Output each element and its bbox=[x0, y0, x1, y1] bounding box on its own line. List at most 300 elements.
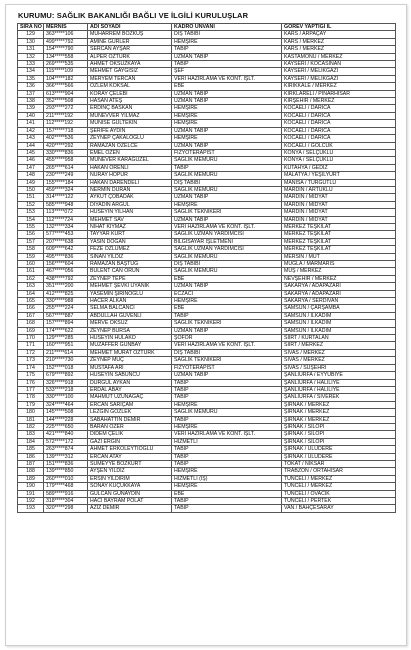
cell-gorev-yaptigi-il: KOCAELİ / DARICA bbox=[282, 120, 396, 127]
cell-adi-soyadi: MAHMUT UZUNAĞAÇ bbox=[88, 394, 172, 401]
table-row bbox=[18, 498, 396, 505]
table-row bbox=[18, 194, 396, 201]
cell-kadro-unvani: DİŞ TABİBİ bbox=[172, 179, 282, 186]
column-header-sira-no: SIRA NO bbox=[18, 24, 44, 31]
cell-adi-soyadi: ZEYNEP BURSA bbox=[88, 327, 172, 334]
cell-adi-soyadi: HÜSEYİN HÜLAKO bbox=[88, 335, 172, 342]
cell-sira-no: 135 bbox=[18, 75, 44, 82]
cell-mernis: 139*****312 bbox=[44, 453, 88, 460]
cell-gorev-yaptigi-il: MALATYA / YEŞİLYURT bbox=[282, 172, 396, 179]
cell-mernis: 156*****604 bbox=[44, 261, 88, 268]
cell-sira-no: 166 bbox=[18, 305, 44, 312]
cell-kadro-unvani: HİZMETLİ (İŞ) bbox=[172, 475, 282, 482]
cell-sira-no: 188 bbox=[18, 468, 44, 475]
cell-sira-no: 185 bbox=[18, 446, 44, 453]
table-header-row bbox=[18, 24, 396, 31]
cell-adi-soyadi: ERCAN SARIÇAM bbox=[88, 401, 172, 408]
cell-gorev-yaptigi-il: KAYSERİ / MELİKGAZİ bbox=[282, 75, 396, 82]
cell-gorev-yaptigi-il: SAMSUN / ÇARŞAMBA bbox=[282, 305, 396, 312]
cell-sira-no: 184 bbox=[18, 438, 44, 445]
cell-kadro-unvani: SAĞLIK MEMURU bbox=[172, 409, 282, 416]
cell-kadro-unvani: SAĞLIK MEMURU bbox=[172, 186, 282, 193]
table-row bbox=[18, 312, 396, 319]
cell-adi-soyadi: ERSİN YILDIRIM bbox=[88, 475, 172, 482]
cell-sira-no: 161 bbox=[18, 268, 44, 275]
cell-sira-no: 154 bbox=[18, 216, 44, 223]
cell-adi-soyadi: SONAY KUÇUKKAYA bbox=[88, 483, 172, 490]
cell-sira-no: 181 bbox=[18, 416, 44, 423]
cell-mernis: 139*****850 bbox=[44, 468, 88, 475]
cell-gorev-yaptigi-il: ŞANLIURFA / HALİLİYE bbox=[282, 379, 396, 386]
cell-adi-soyadi: AYŞEN YILDIZ bbox=[88, 468, 172, 475]
cell-kadro-unvani: SAĞLIK UZMAN YARDIMCISI bbox=[172, 246, 282, 253]
table-row bbox=[18, 75, 396, 82]
table-row bbox=[18, 53, 396, 60]
table-row bbox=[18, 261, 396, 268]
cell-gorev-yaptigi-il: SAKARYA / ADAPAZARI bbox=[282, 283, 396, 290]
cell-adi-soyadi: HÜSEYİN YILHAN bbox=[88, 209, 172, 216]
cell-kadro-unvani: SAĞLIK TEKNİKERİ bbox=[172, 320, 282, 327]
cell-adi-soyadi: MÜNEVER KARAGÜZEL bbox=[88, 157, 172, 164]
cell-mernis: 366*****566 bbox=[44, 83, 88, 90]
cell-kadro-unvani: UZMAN TABİP bbox=[172, 283, 282, 290]
table-row bbox=[18, 401, 396, 408]
cell-gorev-yaptigi-il: MERKEZ TEŞKİLAT bbox=[282, 223, 396, 230]
cell-kadro-unvani: DİŞ TABİBİ bbox=[172, 31, 282, 38]
cell-mernis: 495*****836 bbox=[44, 253, 88, 260]
cell-adi-soyadi: RAMAZAN BAŞTUĞ bbox=[88, 261, 172, 268]
column-header-mernis: MERNİS bbox=[44, 24, 88, 31]
cell-adi-soyadi: NİHAT KIYMAZ bbox=[88, 223, 172, 230]
cell-adi-soyadi: AYKUT ÇOBADAK bbox=[88, 194, 172, 201]
cell-adi-soyadi: ZEYNEP TEPE bbox=[88, 275, 172, 282]
cell-kadro-unvani: SAĞLIK MEMURU bbox=[172, 253, 282, 260]
cell-gorev-yaptigi-il: TUNCELİ / PERTEK bbox=[282, 498, 396, 505]
cell-adi-soyadi: EMEL ÖZEN bbox=[88, 149, 172, 156]
cell-sira-no: 150 bbox=[18, 186, 44, 193]
personnel-table bbox=[17, 23, 396, 513]
cell-gorev-yaptigi-il: ŞIRNAK / MERKEZ bbox=[282, 409, 396, 416]
cell-sira-no: 143 bbox=[18, 135, 44, 142]
cell-gorev-yaptigi-il: MARDİN / MİDYAT bbox=[282, 194, 396, 201]
cell-mernis: 330*****988 bbox=[44, 298, 88, 305]
cell-adi-soyadi: ALPER ÖZTÜRK bbox=[88, 53, 172, 60]
table-row bbox=[18, 357, 396, 364]
cell-gorev-yaptigi-il: MARDİN / MİDYAT bbox=[282, 216, 396, 223]
cell-adi-soyadi: MÜNEVVER YILMAZ bbox=[88, 112, 172, 119]
table-row bbox=[18, 90, 396, 97]
cell-kadro-unvani: FİZYOTERAPİST bbox=[172, 149, 282, 156]
cell-sira-no: 173 bbox=[18, 357, 44, 364]
cell-gorev-yaptigi-il: MERKEZ TEŞKİLAT bbox=[282, 246, 396, 253]
cell-adi-soyadi: AMİNE GÜRLER bbox=[88, 38, 172, 45]
cell-adi-soyadi: MERYEM TERCAN bbox=[88, 75, 172, 82]
table-row bbox=[18, 135, 396, 142]
cell-gorev-yaptigi-il: KARS / MERKEZ bbox=[282, 38, 396, 45]
cell-mernis: 679*****892 bbox=[44, 372, 88, 379]
cell-kadro-unvani: SAĞLIK MEMURU bbox=[172, 268, 282, 275]
table-row bbox=[18, 298, 396, 305]
table-row bbox=[18, 157, 396, 164]
cell-kadro-unvani: BİLGİSAYAR İŞLETMENİ bbox=[172, 238, 282, 245]
cell-adi-soyadi: HÜSEYİN SABUNCU bbox=[88, 372, 172, 379]
table-row bbox=[18, 283, 396, 290]
cell-sira-no: 187 bbox=[18, 460, 44, 467]
cell-sira-no: 162 bbox=[18, 275, 44, 282]
table-row bbox=[18, 505, 396, 512]
cell-sira-no: 138 bbox=[18, 98, 44, 105]
cell-mernis: 154*****790 bbox=[44, 46, 88, 53]
table-row bbox=[18, 216, 396, 223]
cell-sira-no: 180 bbox=[18, 409, 44, 416]
cell-mernis: 467*****056 bbox=[44, 268, 88, 275]
table-row bbox=[18, 164, 396, 171]
cell-adi-soyadi: DURGÜL AYKAN bbox=[88, 379, 172, 386]
cell-gorev-yaptigi-il: KAYSERİ / MELİKGAZİ bbox=[282, 68, 396, 75]
table-row bbox=[18, 112, 396, 119]
cell-gorev-yaptigi-il: SİİRT / KURTALAN bbox=[282, 335, 396, 342]
cell-adi-soyadi: RAMAZAN ÖZELCE bbox=[88, 142, 172, 149]
cell-adi-soyadi: MEHMET SAV bbox=[88, 216, 172, 223]
cell-sira-no: 158 bbox=[18, 246, 44, 253]
table-row bbox=[18, 431, 396, 438]
cell-gorev-yaptigi-il: ŞIRNAK / MERKEZ bbox=[282, 401, 396, 408]
cell-adi-soyadi: BÜLENT CAN ÖRÜN bbox=[88, 268, 172, 275]
cell-sira-no: 132 bbox=[18, 53, 44, 60]
cell-kadro-unvani: FİZYOTERAPİST bbox=[172, 364, 282, 371]
cell-mernis: 314*****122 bbox=[44, 194, 88, 201]
cell-adi-soyadi: KORAY ÇELEBİ bbox=[88, 90, 172, 97]
cell-mernis: 567*****887 bbox=[44, 312, 88, 319]
cell-sira-no: 172 bbox=[18, 349, 44, 356]
cell-adi-soyadi: SABAHATTİN DEMİR bbox=[88, 416, 172, 423]
cell-mernis: 113*****072 bbox=[44, 209, 88, 216]
cell-adi-soyadi: NERMİN DURAN bbox=[88, 186, 172, 193]
cell-mernis: 112*****192 bbox=[44, 120, 88, 127]
cell-sira-no: 186 bbox=[18, 453, 44, 460]
table-row bbox=[18, 490, 396, 497]
cell-sira-no: 156 bbox=[18, 231, 44, 238]
table-row bbox=[18, 223, 396, 230]
table-row bbox=[18, 209, 396, 216]
cell-sira-no: 193 bbox=[18, 505, 44, 512]
cell-sira-no: 153 bbox=[18, 209, 44, 216]
table-row bbox=[18, 475, 396, 482]
cell-kadro-unvani: TABİP bbox=[172, 61, 282, 68]
cell-kadro-unvani: TABİP bbox=[172, 453, 282, 460]
cell-gorev-yaptigi-il: KOCAELİ / DARICA bbox=[282, 112, 396, 119]
cell-adi-soyadi: GAZİ ERGİN bbox=[88, 438, 172, 445]
cell-adi-soyadi: MUHARREM BOZKUŞ bbox=[88, 31, 172, 38]
table-row bbox=[18, 186, 396, 193]
cell-mernis: 572*****172 bbox=[44, 438, 88, 445]
table-row bbox=[18, 423, 396, 430]
table-row bbox=[18, 409, 396, 416]
cell-kadro-unvani: HEMŞİRE bbox=[172, 112, 282, 119]
cell-mernis: 455*****958 bbox=[44, 157, 88, 164]
cell-adi-soyadi: AHMET ERKOLEYTİOĞLU bbox=[88, 446, 172, 453]
column-header-adi-soyadi: ADI SOYADI bbox=[88, 24, 172, 31]
cell-adi-soyadi: MUZAFFER GÜNBAY bbox=[88, 342, 172, 349]
cell-kadro-unvani: TABİP bbox=[172, 446, 282, 453]
cell-mernis: 609*****642 bbox=[44, 246, 88, 253]
cell-kadro-unvani: TABİP bbox=[172, 498, 282, 505]
cell-adi-soyadi: FEZE ÖZLÜMEZ bbox=[88, 246, 172, 253]
cell-mernis: 412*****825 bbox=[44, 290, 88, 297]
table-row bbox=[18, 275, 396, 282]
cell-gorev-yaptigi-il: ŞIRNAK / MERKEZ bbox=[282, 416, 396, 423]
cell-sira-no: 131 bbox=[18, 46, 44, 53]
table-row bbox=[18, 61, 396, 68]
cell-adi-soyadi: HAKAN DARENDELİ bbox=[88, 179, 172, 186]
table-row bbox=[18, 127, 396, 134]
cell-kadro-unvani: DİŞ TABİBİ bbox=[172, 349, 282, 356]
cell-sira-no: 176 bbox=[18, 379, 44, 386]
cell-gorev-yaptigi-il: KIRŞEHİR / MERKEZ bbox=[282, 98, 396, 105]
cell-mernis: 421*****840 bbox=[44, 431, 88, 438]
cell-mernis: 145*****508 bbox=[44, 409, 88, 416]
cell-kadro-unvani: DİŞ TABİBİ bbox=[172, 261, 282, 268]
cell-adi-soyadi: MÜNİSE GÜLTEKİN bbox=[88, 120, 172, 127]
table-row bbox=[18, 290, 396, 297]
cell-adi-soyadi: HASAN ATEŞ bbox=[88, 98, 172, 105]
cell-kadro-unvani: VERİ HAZIRLAMA VE KONT. İŞLT. bbox=[172, 431, 282, 438]
cell-sira-no: 159 bbox=[18, 253, 44, 260]
cell-mernis: 260*****010 bbox=[44, 475, 88, 482]
cell-sira-no: 157 bbox=[18, 238, 44, 245]
cell-gorev-yaptigi-il: NEVŞEHİR / MERKEZ bbox=[282, 275, 396, 282]
cell-gorev-yaptigi-il: TUNCELİ / MERKEZ bbox=[282, 483, 396, 490]
table-row bbox=[18, 246, 396, 253]
cell-sira-no: 136 bbox=[18, 83, 44, 90]
cell-adi-soyadi: ERCAN ATAY bbox=[88, 453, 172, 460]
cell-gorev-yaptigi-il: ŞIRNAK / SİLOPİ bbox=[282, 423, 396, 430]
cell-sira-no: 177 bbox=[18, 386, 44, 393]
cell-gorev-yaptigi-il: KAYSERİ / KOCASİNAN bbox=[282, 61, 396, 68]
cell-adi-soyadi: HACI BAYRAM POLAT bbox=[88, 498, 172, 505]
table-row bbox=[18, 98, 396, 105]
table-row bbox=[18, 335, 396, 342]
cell-mernis: 179*****468 bbox=[44, 483, 88, 490]
table-row bbox=[18, 468, 396, 475]
cell-mernis: 134*****558 bbox=[44, 53, 88, 60]
cell-gorev-yaptigi-il: ŞIRNAK / SİLOPİ bbox=[282, 431, 396, 438]
cell-kadro-unvani: HEMŞİRE bbox=[172, 120, 282, 127]
cell-sira-no: 174 bbox=[18, 364, 44, 371]
cell-gorev-yaptigi-il: MARDİN / MİDYAT bbox=[282, 209, 396, 216]
table-row bbox=[18, 238, 396, 245]
cell-mernis: 230*****249 bbox=[44, 172, 88, 179]
cell-sira-no: 144 bbox=[18, 142, 44, 149]
cell-mernis: 326*****918 bbox=[44, 379, 88, 386]
table-row bbox=[18, 179, 396, 186]
cell-adi-soyadi: YASİN DOĞAN bbox=[88, 238, 172, 245]
cell-kadro-unvani: UZMAN TABİP bbox=[172, 53, 282, 60]
table-row bbox=[18, 364, 396, 371]
table-row bbox=[18, 386, 396, 393]
cell-mernis: 585*****948 bbox=[44, 201, 88, 208]
cell-mernis: 144*****228 bbox=[44, 416, 88, 423]
cell-adi-soyadi: DİYADİN ARGÜL bbox=[88, 201, 172, 208]
cell-gorev-yaptigi-il: KASTAMONU / MERKEZ bbox=[282, 53, 396, 60]
cell-sira-no: 192 bbox=[18, 498, 44, 505]
cell-sira-no: 179 bbox=[18, 401, 44, 408]
cell-mernis: 255*****224 bbox=[44, 305, 88, 312]
cell-kadro-unvani: VERİ HAZIRLAMA VE KONT. İŞLT. bbox=[172, 223, 282, 230]
cell-gorev-yaptigi-il: MERKEZ TEŞKİLAT bbox=[282, 238, 396, 245]
cell-gorev-yaptigi-il: KONYA / SELÇUKLU bbox=[282, 157, 396, 164]
table-row bbox=[18, 120, 396, 127]
cell-gorev-yaptigi-il: TRABZON / ORTAHİSAR bbox=[282, 468, 396, 475]
table-row bbox=[18, 231, 396, 238]
cell-sira-no: 168 bbox=[18, 320, 44, 327]
cell-kadro-unvani: TABİP bbox=[172, 312, 282, 319]
cell-sira-no: 139 bbox=[18, 105, 44, 112]
cell-kadro-unvani: HEMŞİRE bbox=[172, 201, 282, 208]
cell-gorev-yaptigi-il: SAMSUN / İLKADIM bbox=[282, 327, 396, 334]
table-row bbox=[18, 394, 396, 401]
table-row bbox=[18, 372, 396, 379]
table-row bbox=[18, 320, 396, 327]
table-row bbox=[18, 446, 396, 453]
cell-sira-no: 191 bbox=[18, 490, 44, 497]
cell-sira-no: 140 bbox=[18, 112, 44, 119]
cell-mernis: 613*****904 bbox=[44, 90, 88, 97]
table-row bbox=[18, 253, 396, 260]
cell-gorev-yaptigi-il: ŞIRNAK / SİLOPİ bbox=[282, 438, 396, 445]
cell-sira-no: 142 bbox=[18, 127, 44, 134]
table-row bbox=[18, 46, 396, 53]
cell-mernis: 265*****614 bbox=[44, 164, 88, 171]
cell-kadro-unvani: TABİP bbox=[172, 386, 282, 393]
cell-gorev-yaptigi-il: MERKEZ TEŞKİLAT bbox=[282, 231, 396, 238]
table-row bbox=[18, 172, 396, 179]
cell-mernis: 293*****272 bbox=[44, 105, 88, 112]
cell-sira-no: 129 bbox=[18, 31, 44, 38]
cell-kadro-unvani: HEMŞİRE bbox=[172, 105, 282, 112]
cell-gorev-yaptigi-il: TUNCELİ / MERKEZ bbox=[282, 475, 396, 482]
cell-sira-no: 149 bbox=[18, 179, 44, 186]
cell-kadro-unvani: TABİP bbox=[172, 46, 282, 53]
cell-gorev-yaptigi-il: MANİSA / TURGUTLU bbox=[282, 179, 396, 186]
cell-mernis: 577*****453 bbox=[44, 231, 88, 238]
cell-gorev-yaptigi-il: SAKARYA / ADAPAZARI bbox=[282, 290, 396, 297]
cell-gorev-yaptigi-il: TUNCELİ / OVACIK bbox=[282, 490, 396, 497]
cell-mernis: 225*****650 bbox=[44, 423, 88, 430]
cell-adi-soyadi: HACER ALKAN bbox=[88, 298, 172, 305]
table-row bbox=[18, 31, 396, 38]
cell-kadro-unvani: HEMŞİRE bbox=[172, 468, 282, 475]
cell-adi-soyadi: MEHMET GAYGISIZ bbox=[88, 68, 172, 75]
cell-sira-no: 183 bbox=[18, 431, 44, 438]
page-title: KURUMU: SAĞLIK BAKANLIĞI BAĞLI VE İLGİLİ KURULUŞLAR bbox=[18, 11, 249, 20]
cell-mernis: 533*****218 bbox=[44, 386, 88, 393]
cell-sira-no: 163 bbox=[18, 283, 44, 290]
cell-adi-soyadi: MEHMET ŞEVKİ UYANIK bbox=[88, 283, 172, 290]
cell-gorev-yaptigi-il: MARDİN / ARTUKLU bbox=[282, 186, 396, 193]
cell-kadro-unvani: UZMAN TABİP bbox=[172, 372, 282, 379]
cell-kadro-unvani: VERİ HAZIRLAMA VE KONT. İŞLT. bbox=[172, 75, 282, 82]
cell-kadro-unvani: UZMAN TABİP bbox=[172, 216, 282, 223]
table-row bbox=[18, 342, 396, 349]
cell-mernis: 330*****836 bbox=[44, 149, 88, 156]
table-row bbox=[18, 327, 396, 334]
cell-gorev-yaptigi-il: KOCAELİ / DARICA bbox=[282, 127, 396, 134]
cell-gorev-yaptigi-il: KARS / ARPAÇAY bbox=[282, 31, 396, 38]
table-row bbox=[18, 453, 396, 460]
table-row bbox=[18, 105, 396, 112]
cell-mernis: 112*****724 bbox=[44, 216, 88, 223]
cell-kadro-unvani: TABİP bbox=[172, 379, 282, 386]
cell-kadro-unvani: UZMAN TABİP bbox=[172, 90, 282, 97]
cell-gorev-yaptigi-il: KOCAELİ / GÖLCÜK bbox=[282, 142, 396, 149]
table-row bbox=[18, 83, 396, 90]
cell-sira-no: 169 bbox=[18, 327, 44, 334]
cell-gorev-yaptigi-il: SİVAS / SUŞEHRİ bbox=[282, 364, 396, 371]
cell-mernis: 420*****292 bbox=[44, 142, 88, 149]
document-page bbox=[5, 4, 407, 646]
cell-kadro-unvani: HEMŞİRE bbox=[172, 38, 282, 45]
cell-adi-soyadi: AZİZ DEMİR bbox=[88, 505, 172, 512]
cell-gorev-yaptigi-il: MERSİN / MUT bbox=[282, 253, 396, 260]
cell-kadro-unvani: UZMAN TABİP bbox=[172, 327, 282, 334]
cell-kadro-unvani: SAĞLIK TEKNİKERİ bbox=[172, 209, 282, 216]
cell-gorev-yaptigi-il: SİVAS / MERKEZ bbox=[282, 357, 396, 364]
cell-sira-no: 189 bbox=[18, 475, 44, 482]
cell-sira-no: 133 bbox=[18, 61, 44, 68]
cell-adi-soyadi: ERDİNÇ BASKAN bbox=[88, 105, 172, 112]
cell-mernis: 155*****184 bbox=[44, 179, 88, 186]
table-row bbox=[18, 149, 396, 156]
cell-sira-no: 182 bbox=[18, 423, 44, 430]
cell-kadro-unvani: HEMŞİRE bbox=[172, 401, 282, 408]
cell-sira-no: 145 bbox=[18, 149, 44, 156]
cell-mernis: 330*****100 bbox=[44, 394, 88, 401]
cell-gorev-yaptigi-il: SAMSUN / İLKADIM bbox=[282, 312, 396, 319]
cell-mernis: 160*****951 bbox=[44, 342, 88, 349]
cell-adi-soyadi: BARAN ÖZER bbox=[88, 423, 172, 430]
cell-kadro-unvani: ŞOFÖR bbox=[172, 335, 282, 342]
cell-adi-soyadi: GÜLCAN GÜNAYDIN bbox=[88, 490, 172, 497]
cell-adi-soyadi: NURAY HOPUR bbox=[88, 172, 172, 179]
cell-adi-soyadi: SİNAN YILDIZ bbox=[88, 253, 172, 260]
cell-kadro-unvani: HEMŞİRE bbox=[172, 423, 282, 430]
cell-mernis: 363*****106 bbox=[44, 31, 88, 38]
table-row bbox=[18, 460, 396, 467]
cell-mernis: 207*****638 bbox=[44, 238, 88, 245]
cell-kadro-unvani: SAĞLIK TEKNİKERİ bbox=[172, 357, 282, 364]
cell-gorev-yaptigi-il: ŞIRNAK / ULUDERE bbox=[282, 446, 396, 453]
cell-sira-no: 134 bbox=[18, 68, 44, 75]
cell-gorev-yaptigi-il: KARS / MERKEZ bbox=[282, 46, 396, 53]
cell-kadro-unvani: TABİP bbox=[172, 416, 282, 423]
cell-adi-soyadi: SÜMEYYE BOZKURT bbox=[88, 460, 172, 467]
cell-kadro-unvani: HEMŞİRE bbox=[172, 298, 282, 305]
cell-adi-soyadi: ZEYNEP ÇAKALOĞLU bbox=[88, 135, 172, 142]
cell-gorev-yaptigi-il: SAMSUN / İLKADIM bbox=[282, 320, 396, 327]
cell-sira-no: 167 bbox=[18, 312, 44, 319]
cell-mernis: 318*****304 bbox=[44, 498, 88, 505]
cell-gorev-yaptigi-il: VAN / BAHÇESARAY bbox=[282, 505, 396, 512]
cell-gorev-yaptigi-il: KIRIKKALE / MERKEZ bbox=[282, 83, 396, 90]
cell-mernis: 132*****334 bbox=[44, 223, 88, 230]
cell-gorev-yaptigi-il: ŞANLIURFA / HALİLİYE bbox=[282, 386, 396, 393]
cell-kadro-unvani: EBE bbox=[172, 305, 282, 312]
cell-sira-no: 137 bbox=[18, 90, 44, 97]
cell-mernis: 459*****324 bbox=[44, 186, 88, 193]
cell-adi-soyadi: ÖZLEM KÖKSAL bbox=[88, 83, 172, 90]
cell-sira-no: 175 bbox=[18, 372, 44, 379]
